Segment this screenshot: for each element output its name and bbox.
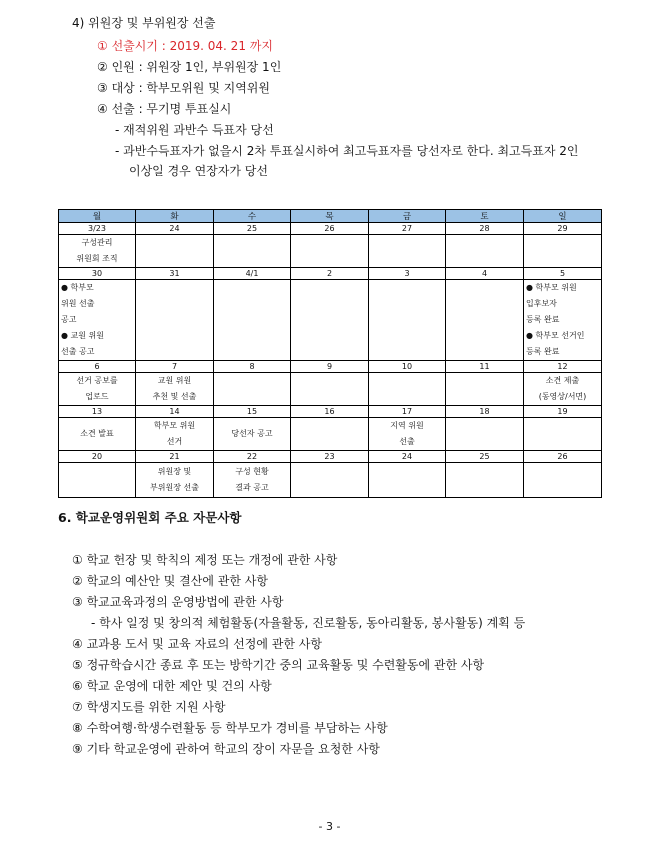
calendar-event-cell bbox=[369, 418, 446, 451]
calendar-date: 10 bbox=[369, 361, 446, 373]
calendar-event-cell bbox=[214, 373, 291, 406]
calendar-event-row bbox=[59, 280, 602, 361]
calendar-date: 25 bbox=[214, 223, 291, 235]
calendar-event-row bbox=[59, 463, 602, 498]
calendar-event-cell bbox=[214, 463, 291, 498]
calendar-event-cell bbox=[291, 418, 369, 451]
calendar-date: 8 bbox=[214, 361, 291, 373]
advisory-item: ⑦ 학생지도를 위한 지원 사항 bbox=[72, 700, 226, 714]
calendar-date-row bbox=[59, 268, 602, 280]
calendar-date: 4/1 bbox=[214, 268, 291, 280]
calendar-event-cell bbox=[524, 280, 602, 361]
calendar-date-row bbox=[59, 361, 602, 373]
calendar-date: 29 bbox=[524, 223, 602, 235]
calendar-date: 14 bbox=[136, 406, 214, 418]
calendar-event-cell bbox=[59, 418, 136, 451]
section4-item-timing: ① 선출시기 : 2019. 04. 21 까지 bbox=[97, 39, 273, 53]
calendar-date: 24 bbox=[369, 451, 446, 463]
calendar-date: 3/23 bbox=[59, 223, 136, 235]
section4-title: 4) 위원장 및 부위원장 선출 bbox=[72, 16, 216, 30]
calendar-date: 6 bbox=[59, 361, 136, 373]
calendar-date: 26 bbox=[524, 451, 602, 463]
weekday-fri: 금 bbox=[369, 210, 446, 223]
advisory-item: ③ 학교교육과정의 운영방법에 관한 사항 bbox=[72, 595, 284, 609]
calendar-date-row bbox=[59, 223, 602, 235]
calendar-date: 26 bbox=[291, 223, 369, 235]
calendar-date: 24 bbox=[136, 223, 214, 235]
calendar-date: 30 bbox=[59, 268, 136, 280]
calendar-event-cell bbox=[59, 280, 136, 361]
calendar-event-cell bbox=[291, 373, 369, 406]
calendar-event-cell bbox=[136, 418, 214, 451]
advisory-item: ⑥ 학교 운영에 대한 제안 및 건의 사항 bbox=[72, 679, 272, 693]
calendar-date: 21 bbox=[136, 451, 214, 463]
calendar-date: 3 bbox=[369, 268, 446, 280]
calendar-event-cell bbox=[446, 373, 524, 406]
section4-item-target: ③ 대상 : 학부모위원 및 지역위원 bbox=[97, 81, 270, 95]
calendar-event-row bbox=[59, 418, 602, 451]
weekday-sat: 토 bbox=[446, 210, 524, 223]
calendar-event-cell bbox=[369, 235, 446, 268]
calendar-event-text: 교원 위원 추천 및 선출 bbox=[152, 376, 197, 401]
calendar-event-cell bbox=[136, 373, 214, 406]
calendar-date: 9 bbox=[291, 361, 369, 373]
calendar-event-text: 선거 공보를 업로드 bbox=[76, 376, 118, 401]
calendar-date: 20 bbox=[59, 451, 136, 463]
calendar-event-text: 소견 발표 bbox=[80, 429, 114, 438]
calendar-event-cell bbox=[524, 418, 602, 451]
calendar-event-cell bbox=[136, 463, 214, 498]
section4-item-count: ② 인원 : 위원장 1인, 부위원장 1인 bbox=[97, 60, 282, 74]
calendar-event-row bbox=[59, 235, 602, 268]
calendar-event-cell bbox=[446, 418, 524, 451]
calendar-event-cell bbox=[59, 235, 136, 268]
calendar-date: 25 bbox=[446, 451, 524, 463]
section4-subitem-runoff: - 과반수득표자가 없을시 2차 투표실시하여 최고득표자를 당선자로 한다. 최고득표자 2인 bbox=[115, 144, 579, 158]
calendar-event-cell bbox=[369, 463, 446, 498]
calendar-event-text: 위원장 및 부위원장 선출 bbox=[150, 467, 199, 492]
calendar-event-cell bbox=[136, 280, 214, 361]
page-number: - 3 - bbox=[318, 820, 341, 833]
calendar-date: 19 bbox=[524, 406, 602, 418]
calendar-event-text: ● 학부모 위원 선출 공고 ● 교원 위원 선출 공고 bbox=[61, 283, 104, 356]
calendar-event-cell bbox=[214, 418, 291, 451]
calendar-date: 22 bbox=[214, 451, 291, 463]
calendar-event-cell bbox=[446, 235, 524, 268]
calendar-event-cell bbox=[369, 280, 446, 361]
calendar-date: 13 bbox=[59, 406, 136, 418]
calendar-header-row bbox=[59, 210, 602, 223]
section4-subitem-majority: - 재적위원 과반수 득표자 당선 bbox=[115, 123, 274, 137]
calendar-date: 23 bbox=[291, 451, 369, 463]
calendar-date: 4 bbox=[446, 268, 524, 280]
weekday-sun: 일 bbox=[524, 210, 602, 223]
calendar-date: 17 bbox=[369, 406, 446, 418]
calendar-event-row bbox=[59, 373, 602, 406]
calendar-event-cell bbox=[524, 373, 602, 406]
calendar-event-cell bbox=[291, 280, 369, 361]
section6-title: 6. 학교운영위원회 주요 자문사항 bbox=[58, 510, 242, 525]
calendar-event-cell bbox=[369, 373, 446, 406]
advisory-item: ⑤ 정규학습시간 종료 후 또는 방학기간 중의 교육활동 및 수련활동에 관한 사항 bbox=[72, 658, 485, 672]
calendar-event-cell bbox=[214, 280, 291, 361]
calendar-event-cell bbox=[136, 235, 214, 268]
calendar-date: 5 bbox=[524, 268, 602, 280]
section4-item-method: ④ 선출 : 무기명 투표실시 bbox=[97, 102, 232, 116]
calendar-date: 11 bbox=[446, 361, 524, 373]
calendar-event-cell bbox=[291, 235, 369, 268]
calendar-event-text: 지역 위원 선출 bbox=[390, 421, 424, 446]
calendar-date: 7 bbox=[136, 361, 214, 373]
calendar-event-text: 구성 현황 결과 공고 bbox=[235, 467, 269, 492]
calendar-event-text: 구성관리 위원회 조직 bbox=[76, 238, 118, 263]
calendar-date: 16 bbox=[291, 406, 369, 418]
calendar-event-cell bbox=[524, 235, 602, 268]
election-calendar bbox=[58, 209, 602, 498]
advisory-item: ⑨ 기타 학교운영에 관하여 학교의 장이 자문을 요청한 사항 bbox=[72, 742, 380, 756]
calendar-event-text: 소견 제출 (동영상/서면) bbox=[538, 376, 587, 401]
calendar-date: 28 bbox=[446, 223, 524, 235]
weekday-mon: 월 bbox=[59, 210, 136, 223]
calendar-date: 12 bbox=[524, 361, 602, 373]
weekday-wed: 수 bbox=[214, 210, 291, 223]
calendar-date-row bbox=[59, 406, 602, 418]
weekday-tue: 화 bbox=[136, 210, 214, 223]
advisory-item: ④ 교과용 도서 및 교육 자료의 선정에 관한 사항 bbox=[72, 637, 322, 651]
calendar-event-text: 학부모 위원 선거 bbox=[153, 421, 196, 446]
section4-subitem-tiebreak: 이상일 경우 연장자가 당선 bbox=[129, 164, 268, 178]
calendar-event-cell bbox=[59, 373, 136, 406]
advisory-item: ⑧ 수학여행·학생수련활동 등 학부모가 경비를 부담하는 사항 bbox=[72, 721, 388, 735]
calendar-event-cell bbox=[446, 280, 524, 361]
calendar-event-cell bbox=[446, 463, 524, 498]
calendar-date: 15 bbox=[214, 406, 291, 418]
calendar-date: 18 bbox=[446, 406, 524, 418]
advisory-item: ① 학교 헌장 및 학칙의 제정 또는 개정에 관한 사항 bbox=[72, 553, 338, 567]
calendar-event-cell bbox=[214, 235, 291, 268]
advisory-subitem: - 학사 일정 및 창의적 체험활동(자율활동, 진로활동, 동아리활동, 봉사활동) 계획 등 bbox=[91, 616, 526, 630]
calendar-date: 27 bbox=[369, 223, 446, 235]
advisory-item: ② 학교의 예산안 및 결산에 관한 사항 bbox=[72, 574, 268, 588]
calendar-body bbox=[59, 223, 602, 498]
calendar-event-cell bbox=[59, 463, 136, 498]
calendar-event-text: ● 학부모 위원 입후보자 등록 완료 ● 학부모 선거인 등록 완료 bbox=[526, 283, 585, 356]
calendar-date: 31 bbox=[136, 268, 214, 280]
calendar-event-text: 당선자 공고 bbox=[231, 429, 273, 438]
calendar-date: 2 bbox=[291, 268, 369, 280]
weekday-thu: 목 bbox=[291, 210, 369, 223]
calendar-date-row bbox=[59, 451, 602, 463]
calendar-event-cell bbox=[291, 463, 369, 498]
calendar-event-cell bbox=[524, 463, 602, 498]
